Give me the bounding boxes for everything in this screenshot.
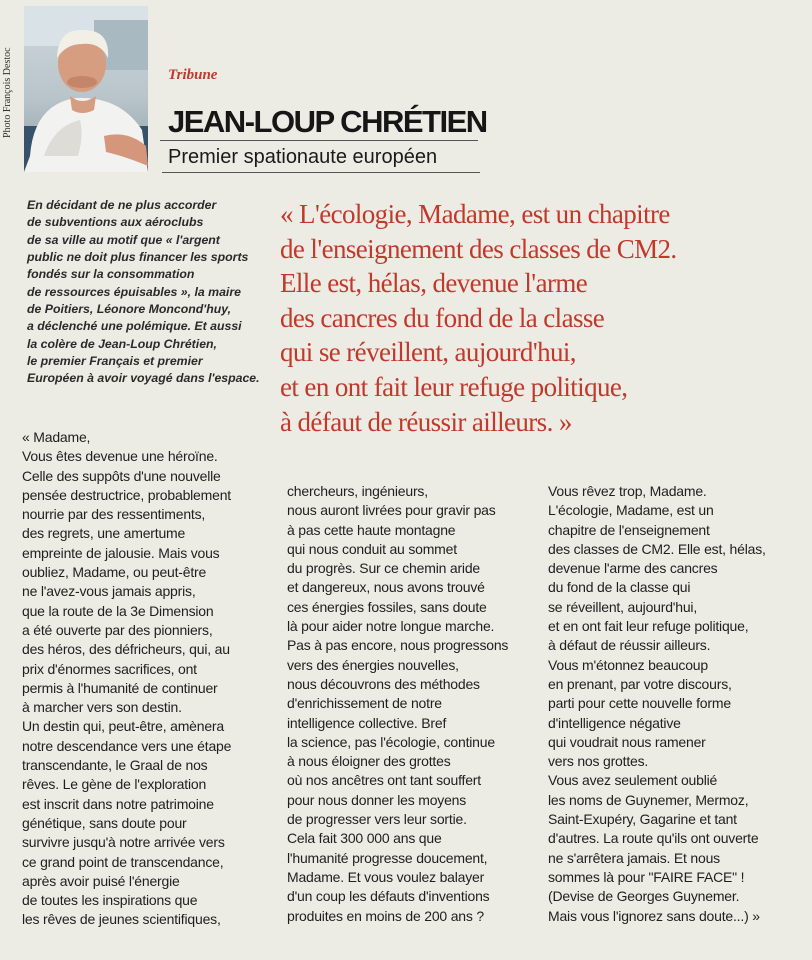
body-line: en prenant, par votre discours, <box>548 675 732 692</box>
body-line: permis à l'humanité de continuer <box>22 679 218 696</box>
author-portrait-image <box>24 6 148 172</box>
body-line: devenue l'arme des cancres <box>548 560 718 577</box>
body-line: Vous avez seulement oublié <box>548 772 718 789</box>
intro-line: public ne doit plus financer les sports <box>27 250 249 265</box>
body-line: vers des énergies nouvelles, <box>287 656 459 673</box>
body-line: se réveillent, aujourd'hui, <box>548 598 698 615</box>
title-divider-bottom <box>162 172 480 173</box>
body-line: sommes là pour "FAIRE FACE" ! <box>548 868 745 885</box>
body-line: d'autres. La route qu'ils ont ouverte <box>548 830 759 847</box>
body-line: Madame. Et vous voulez balayer <box>287 868 485 885</box>
author-photo <box>24 6 148 172</box>
body-line: empreinte de jalousie. Mais vous <box>22 544 220 561</box>
body-line: Celle des suppôts d'une nouvelle <box>22 467 221 484</box>
body-line: qui nous conduit au sommet <box>287 540 457 557</box>
body-line: prix d'énormes sacrifices, ont <box>22 660 197 677</box>
body-line: Cela fait 300 000 ans que <box>287 830 442 847</box>
body-line: chapitre de l'enseignement <box>548 521 710 538</box>
rubric-label: Tribune <box>168 67 218 83</box>
body-line: transcendante, le Graal de nos <box>22 757 208 774</box>
body-line: que la route de la 3e Dimension <box>22 602 214 619</box>
body-line: du progrès. Sur ce chemin aride <box>287 560 481 577</box>
quote-line: « L'écologie, Madame, est un chapitre <box>280 199 670 229</box>
photo-credit: Photo François Destoc <box>2 47 13 139</box>
body-line: des regrets, une amertume <box>22 525 186 542</box>
body-line: ce grand point de transcendance, <box>22 853 224 870</box>
quote-line: des cancres du fond de la classe <box>280 302 605 333</box>
body-line: la science, pas l'écologie, continue <box>287 733 495 750</box>
intro-line: fondés sur la consommation <box>27 267 195 282</box>
body-line: Vous êtes devenue une héroïne. <box>22 448 218 465</box>
body-line: Un destin qui, peut-être, amènera <box>22 718 224 735</box>
body-line: à nous éloigner des grottes <box>287 753 451 770</box>
body-line: produites en moins de 200 ans ? <box>287 907 484 924</box>
body-line: rêves. Le gène de l'exploration <box>22 776 207 793</box>
body-line: après avoir puisé l'énergie <box>22 872 180 889</box>
body-line: Vous m'étonnez beaucoup <box>548 656 708 673</box>
body-line: des classes de CM2. Elle est, hélas, <box>548 540 766 557</box>
body-line: à défaut de réussir ailleurs. <box>548 637 711 654</box>
body-line: des héros, des défricheurs, qui, au <box>22 641 230 658</box>
body-line: ne s'arrêtera jamais. Et nous <box>548 849 720 866</box>
body-line: est inscrit dans notre patrimoine <box>22 795 214 812</box>
intro-line: de ressources épuisables », la maire <box>27 284 241 299</box>
body-line: survivre jusqu'à notre arrivée vers <box>22 834 225 851</box>
body-line: (Devise de Georges Guynemer. <box>548 888 740 905</box>
body-column-3 <box>548 482 798 926</box>
body-column-2 <box>287 482 537 926</box>
body-line: oubliez, Madame, ou peut-être <box>22 564 207 581</box>
body-line: nourrie par des ressentiments, <box>22 506 206 523</box>
body-line: l'humanité progresse doucement, <box>287 849 488 866</box>
intro-line: de subventions aux aéroclubs <box>27 215 204 230</box>
body-line: intelligence collective. Bref <box>287 714 447 731</box>
body-line: « Madame, <box>22 429 91 445</box>
body-line: du fond de la classe qui <box>548 579 691 596</box>
body-line: Saint-Exupéry, Gagarine et tant <box>548 811 737 828</box>
author-name: JEAN-LOUP CHRÉTIEN <box>168 104 487 139</box>
body-line: et dangereux, nous avons trouvé <box>287 579 485 596</box>
body-column-1 <box>22 428 280 930</box>
body-line: et en ont fait leur refuge politique, <box>548 618 749 635</box>
body-line: Mais vous l'ignorez sans doute...) » <box>548 907 760 924</box>
body-line: notre descendance vers une étape <box>22 737 232 754</box>
body-line: de progresser vers leur sortie. <box>287 811 467 828</box>
body-line: où nos ancêtres ont tant souffert <box>287 772 481 789</box>
body-line: à marcher vers son destin. <box>22 699 182 716</box>
body-line: ne l'avez-vous jamais appris, <box>22 583 196 600</box>
quote-line: Elle est, hélas, devenue l'arme <box>280 268 588 299</box>
body-line: d'un coup les défauts d'inventions <box>287 888 490 905</box>
quote-line: à défaut de réussir ailleurs. » <box>280 406 572 437</box>
intro-line: de sa ville au motif que « l'argent <box>27 232 220 247</box>
body-line: chercheurs, ingénieurs, <box>287 483 428 499</box>
pull-quote <box>280 197 800 439</box>
body-line: pensée destructrice, probablement <box>22 486 231 503</box>
body-line: les noms de Guynemer, Mermoz, <box>548 791 749 808</box>
quote-line: de l'enseignement des classes de CM2. <box>280 233 677 264</box>
body-line: les rêves de jeunes scientifiques, <box>22 911 221 928</box>
body-line: vers nos grottes. <box>548 753 649 770</box>
body-line: pour nous donner les moyens <box>287 791 467 808</box>
body-line: ces énergies fossiles, sans doute <box>287 598 487 615</box>
intro-line: a déclenché une polémique. Et aussi <box>27 319 242 334</box>
title-divider-top <box>160 140 478 141</box>
intro-line: Européen à avoir voyagé dans l'espace. <box>27 371 260 386</box>
intro-line: la colère de Jean-Loup Chrétien, <box>27 336 217 351</box>
body-line: Vous rêvez trop, Madame. <box>548 483 707 499</box>
intro-line: le premier Français et premier <box>27 354 203 369</box>
author-subtitle: Premier spationaute européen <box>168 146 438 168</box>
body-line: d'intelligence négative <box>548 714 681 731</box>
body-line: qui voudrait nous ramener <box>548 733 706 750</box>
quote-line: qui se réveillent, aujourd'hui, <box>280 337 576 368</box>
body-line: parti pour cette nouvelle forme <box>548 695 731 712</box>
body-line: nous découvrons des méthodes <box>287 675 480 692</box>
body-line: L'écologie, Madame, est un <box>548 502 714 519</box>
body-line: a été ouverte par des pionniers, <box>22 621 213 638</box>
intro-line: En décidant de ne plus accorder <box>27 198 217 212</box>
body-line: génétique, sans doute pour <box>22 814 187 831</box>
body-line: de toutes les inspirations que <box>22 892 198 909</box>
quote-line: et en ont fait leur refuge politique, <box>280 371 628 402</box>
intro-paragraph <box>27 197 289 388</box>
intro-line: de Poitiers, Léonore Moncond'huy, <box>27 302 232 317</box>
body-line: à pas cette haute montagne <box>287 521 456 538</box>
body-line: nous auront livrées pour gravir pas <box>287 502 496 519</box>
body-line: Pas à pas encore, nous progressons <box>287 637 509 654</box>
body-line: d'enrichissement de notre <box>287 695 442 712</box>
body-line: là pour aider notre longue marche. <box>287 618 495 635</box>
